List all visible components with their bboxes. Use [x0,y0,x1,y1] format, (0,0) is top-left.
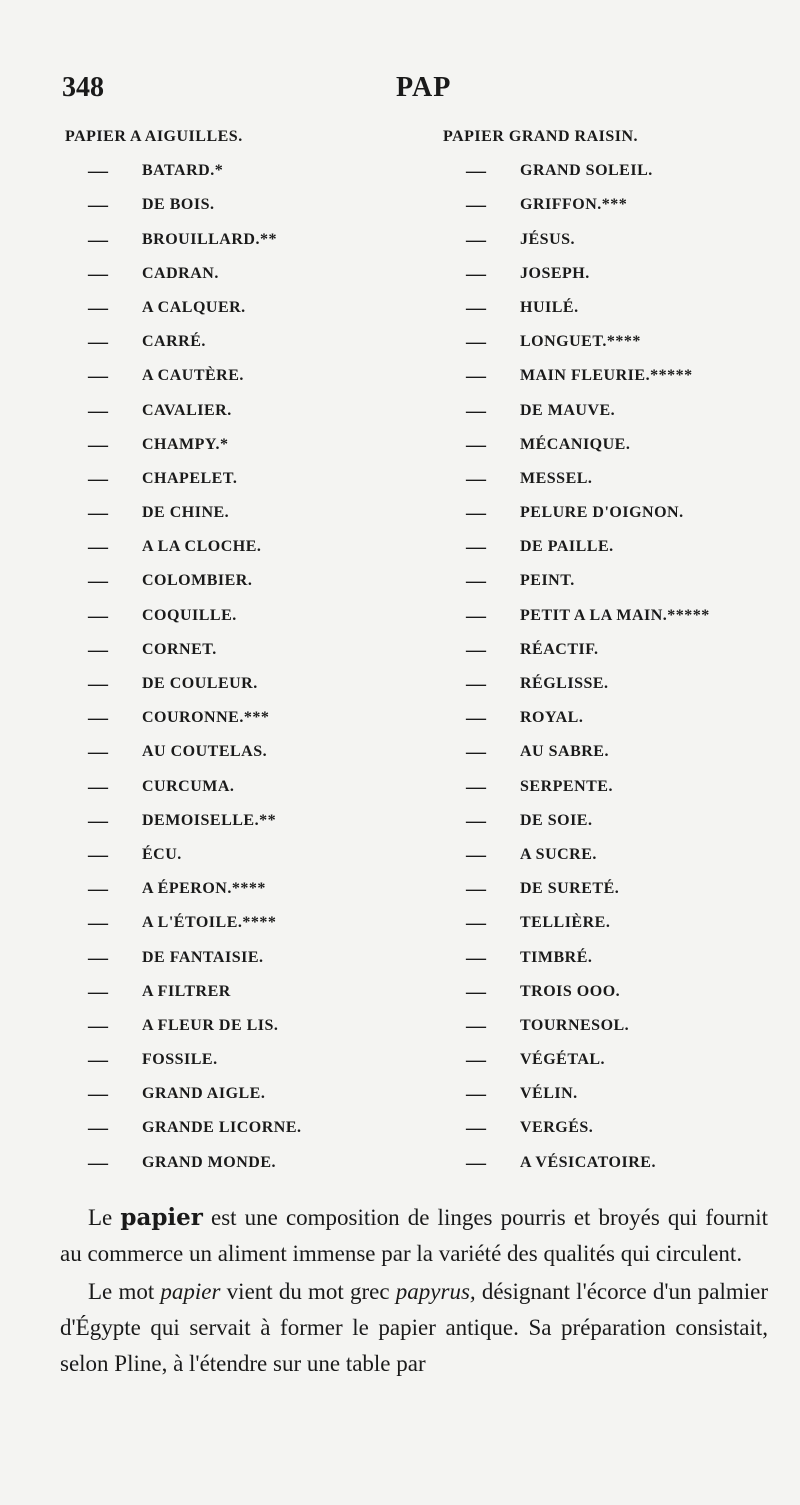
ditto-dash: — [88,1151,109,1174]
ditto-dash: — [466,399,487,422]
ditto-dash: — [466,365,487,388]
paragraph-1 [60,1200,768,1272]
entry-text: DE BOIS. [142,196,215,214]
entry-row [438,941,778,975]
entry-row [60,530,430,564]
entry-row [60,428,430,462]
entry-text: DEMOISELLE.** [142,811,277,829]
ditto-dash: — [466,638,487,661]
entry-row [438,1009,778,1043]
entry-row [438,770,778,804]
entry-text: A FILTRER [142,982,231,1000]
ditto-dash: — [88,741,109,764]
ditto-dash: — [466,296,487,319]
ditto-dash: — [466,536,487,559]
entry-row [438,223,778,257]
entry-row [60,735,430,769]
entry-text: JOSEPH. [520,264,590,282]
entry-text: A LA CLOCHE. [142,538,262,556]
entry-row [60,188,430,222]
entry-text: RÉACTIF. [520,640,599,658]
ditto-dash: — [88,946,109,969]
entry-row [60,291,430,325]
entry-text: CORNET. [142,640,217,658]
ditto-dash: — [88,536,109,559]
ditto-dash: — [88,228,109,251]
head-entry [438,120,778,154]
entry-row [60,1009,430,1043]
entry-row [438,804,778,838]
entry-text: PEINT. [520,572,575,590]
entry-row [60,599,430,633]
entry-row [60,496,430,530]
entry-row [60,1146,430,1180]
ditto-dash: — [88,843,109,866]
entry-row [438,496,778,530]
entry-row [60,667,430,701]
head-entry-text: PAPIER A AIGUILLES. [65,128,243,145]
entry-text: PETIT A LA MAIN.***** [520,606,710,624]
entry-row [438,154,778,188]
ditto-dash: — [466,502,487,525]
entry-row [438,633,778,667]
entry-text: BROUILLARD.** [142,230,277,248]
ditto-dash: — [88,570,109,593]
entry-row [60,462,430,496]
entry-text: GRAND SOLEIL. [520,162,653,180]
ditto-dash: — [88,262,109,285]
ditto-dash: — [88,194,109,217]
entry-row [60,804,430,838]
entry-text: DE SOIE. [520,811,593,829]
entry-row [60,325,430,359]
entry-row [60,941,430,975]
ditto-dash: — [466,673,487,695]
entry-row [438,838,778,872]
entry-text: FOSSILE. [142,1051,218,1069]
entry-text: SERPENTE. [520,777,613,795]
entry-row [60,872,430,906]
entry-text: VÉGÉTAL. [520,1051,606,1069]
entry-text: ÉCU. [142,845,182,863]
entry-text: BATARD.* [142,162,224,180]
entry-text: A CAUTÈRE. [142,367,244,385]
ditto-dash: — [88,604,109,627]
ditto-dash: — [88,1117,109,1140]
entry-row [60,394,430,428]
ditto-dash: — [466,604,487,627]
entry-text: JÉSUS. [520,230,576,248]
entry-row [60,633,430,667]
p2-italic-word-1: papier [160,1279,221,1304]
entry-text: CARRÉ. [142,333,206,351]
p1-text-start: Le [88,1205,121,1230]
ditto-dash: — [88,1014,109,1037]
page-number: 348 [62,72,104,103]
ditto-dash: — [466,433,487,456]
entry-text: ROYAL. [520,709,584,727]
entry-row [438,188,778,222]
entry-row [438,428,778,462]
entry-text: MESSEL. [520,469,593,487]
entry-row [438,701,778,735]
entry-text: DE MAUVE. [520,401,616,419]
running-title: PAP [396,72,452,103]
entry-row [60,838,430,872]
entry-row [60,154,430,188]
ditto-dash: — [88,365,109,388]
entry-text: DE SURETÉ. [520,880,620,898]
entry-row [60,975,430,1009]
ditto-dash: — [466,228,487,251]
ditto-dash: — [466,1151,487,1174]
ditto-dash: — [88,399,109,422]
entry-text: DE CHINE. [142,504,230,522]
entry-row [60,701,430,735]
entry-text: MAIN FLEURIE.***** [520,367,693,385]
entry-text: CHAMPY.* [142,435,229,453]
ditto-dash: — [466,467,487,490]
entry-row [60,359,430,393]
entry-row [60,1111,430,1145]
ditto-dash: — [466,331,487,354]
entry-row [60,1077,430,1111]
entry-text: GRAND MONDE. [142,1153,276,1171]
entry-row [60,257,430,291]
entry-row [438,394,778,428]
entry-row [60,564,430,598]
entry-text: AU COUTELAS. [142,743,268,761]
entry-text: DE COULEUR. [142,675,258,692]
entry-text: AU SABRE. [520,743,609,761]
ditto-dash: — [88,912,109,935]
ditto-dash: — [88,809,109,832]
head-entry [60,120,430,154]
ditto-dash: — [466,878,487,901]
entry-text: GRIFFON.*** [520,196,628,214]
entry-row [60,770,430,804]
entry-row [438,325,778,359]
entry-text: GRAND AIGLE. [142,1085,266,1103]
entry-text: PELURE D'OIGNON. [520,504,684,522]
entry-row [438,906,778,940]
entry-text: CAVALIER. [142,401,232,419]
entry-row [438,257,778,291]
ditto-dash: — [466,570,487,593]
entry-row [438,975,778,1009]
page-header [0,72,800,112]
entry-row [438,735,778,769]
ditto-dash: — [88,467,109,490]
ditto-dash: — [466,1049,487,1072]
ditto-dash: — [88,331,109,354]
ditto-dash: — [88,638,109,661]
entry-text: TIMBRÉ. [520,948,593,966]
entry-text: DE FANTAISIE. [142,948,264,966]
ditto-dash: — [88,878,109,901]
entry-text: A FLEUR DE LIS. [142,1016,279,1034]
ditto-dash: — [88,775,109,798]
entry-row [438,599,778,633]
entry-text: DE PAILLE. [520,538,614,556]
entry-text: CADRAN. [142,264,219,282]
entry-row [438,291,778,325]
p2-text-middle: vient du mot grec [220,1279,396,1304]
entry-text: TELLIÈRE. [520,914,611,932]
body-text [60,1200,768,1382]
entry-row [438,667,778,701]
entry-row [438,359,778,393]
entry-row [438,462,778,496]
entry-row [438,1111,778,1145]
entry-text: MÉCANIQUE. [520,435,631,453]
entry-text: VÉLIN. [520,1085,578,1103]
ditto-dash: — [466,1117,487,1140]
ditto-dash: — [88,673,109,695]
ditto-dash: — [466,707,487,730]
entry-text: GRANDE LICORNE. [142,1119,302,1137]
entry-text: TROIS OOO. [520,982,621,1000]
entry-row [438,564,778,598]
entry-row [60,223,430,257]
ditto-dash: — [88,502,109,525]
ditto-dash: — [466,843,487,866]
entry-text: CURCUMA. [142,777,235,795]
p2-text-end: désignant l'écorce d'un palmier d'Égypte qui servait à former le papier antique. Sa préparation consistait, selon Pline, à l'étendre sur une table par [60,1279,768,1376]
ditto-dash: — [466,160,487,183]
entry-text: CHAPELET. [142,469,238,487]
entry-row [60,906,430,940]
ditto-dash: — [88,160,109,183]
ditto-dash: — [88,707,109,730]
entry-text: COURONNE.*** [142,709,270,727]
ditto-dash: — [466,741,487,764]
p2-italic-word-2: papyrus, [395,1279,476,1304]
entry-row [438,872,778,906]
left-entry-column [60,120,430,1180]
ditto-dash: — [88,433,109,456]
entry-text: HUILÉ. [520,298,579,316]
entry-text: A L'ÉTOILE.**** [142,914,277,932]
p2-text-start: Le mot [88,1279,161,1304]
entry-text: RÉGLISSE. [520,675,609,692]
entry-text: LONGUET.**** [520,333,641,351]
entry-text: COQUILLE. [142,606,237,624]
entry-text: A SUCRE. [520,845,597,863]
entry-row [438,1146,778,1180]
ditto-dash: — [88,1083,109,1106]
entry-text: A CALQUER. [142,298,246,316]
ditto-dash: — [466,262,487,285]
entry-row [60,1043,430,1077]
entry-text: COLOMBIER. [142,572,253,590]
ditto-dash: — [88,1049,109,1072]
ditto-dash: — [466,809,487,832]
ditto-dash: — [466,775,487,798]
entry-text: TOURNESOL. [520,1016,630,1034]
entry-row [438,530,778,564]
ditto-dash: — [466,980,487,1003]
p1-keyword: papier [120,1204,203,1231]
ditto-dash: — [466,194,487,217]
ditto-dash: — [466,946,487,969]
right-entry-column [438,120,778,1180]
entry-text: VERGÉS. [520,1119,594,1137]
paragraph-2 [60,1274,768,1382]
entry-text: A VÉSICATOIRE. [520,1153,656,1171]
ditto-dash: — [466,912,487,935]
ditto-dash: — [466,1083,487,1106]
head-entry-text: PAPIER GRAND RAISIN. [443,128,639,145]
entry-row [438,1043,778,1077]
entry-row [438,1077,778,1111]
p1-text-end: est une composition de linges pourris et broyés qui fournit au commerce un aliment immense par la variété des qualités qui circulent. [60,1205,768,1266]
ditto-dash: — [88,296,109,319]
ditto-dash: — [466,1014,487,1037]
ditto-dash: — [88,980,109,1003]
entry-text: A ÉPERON.**** [142,880,266,898]
